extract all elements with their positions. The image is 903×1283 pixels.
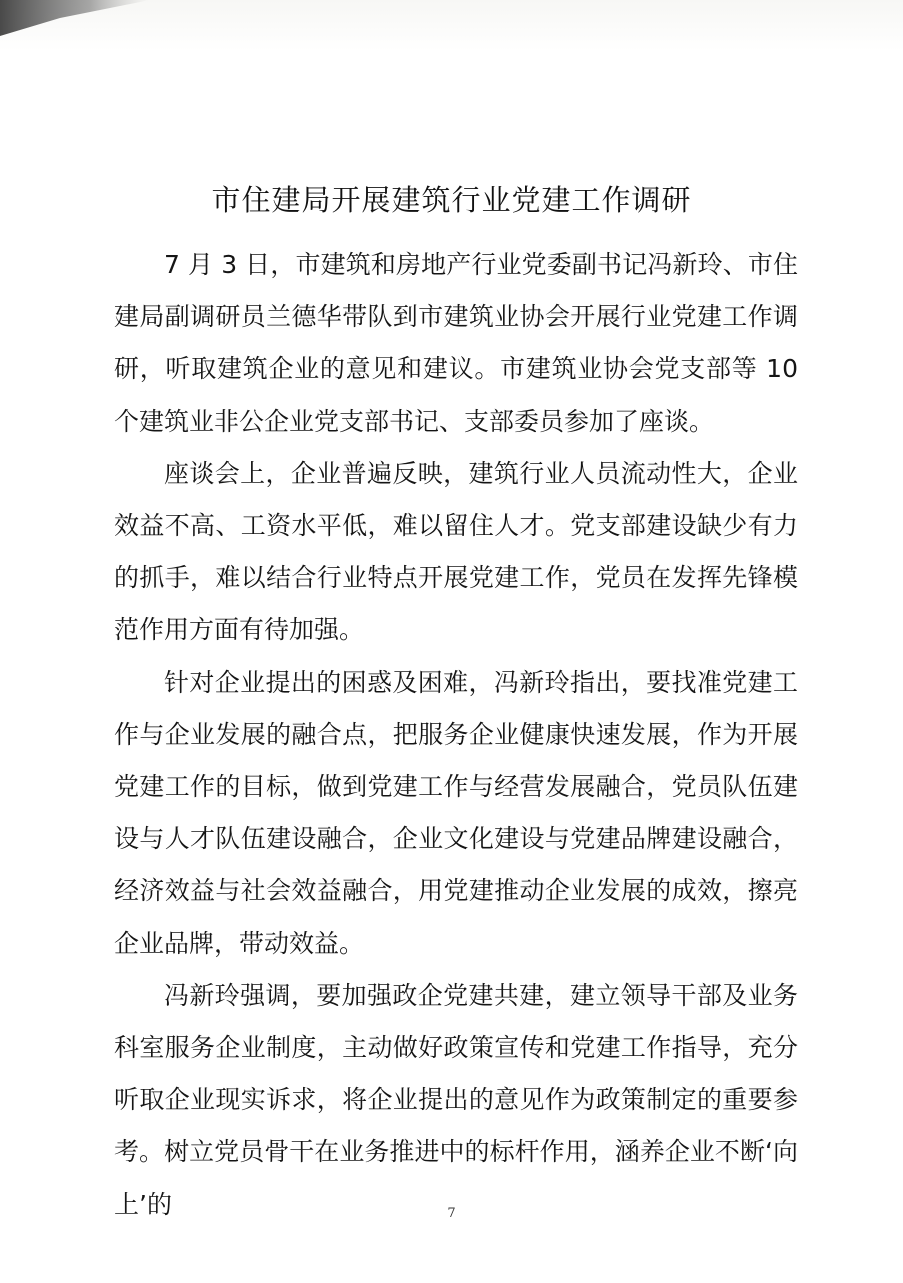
paragraph-4: 冯新玲强调，要加强政企党建共建，建立领导干部及业务科室服务企业制度，主动做好政策宣传和党建工作指导，充分听取企业现实诉求，将企业提出的意见作为政策制定的重要参考。树立党员骨干在业务推进中的标杆作用，涵养企业不断‘向上’的 [114,980,798,1219]
page-number: 7 [447,1206,456,1221]
scan-edge-shadow [0,0,150,40]
paragraph-3: 针对企业提出的困惑及困难，冯新玲指出，要找准党建工作与企业发展的融合点，把服务企业健康快速发展，作为开展党建工作的目标，做到党建工作与经营发展融合，党员队伍建设与人才队伍建设融合，企业文化建设与党建品牌建设融合，经济效益与社会效益融合，用党建推动企业发展的成效，擦亮企业品牌，带动效益。 [114,667,798,958]
document-body [114,239,798,1231]
document-title: 市住建局开展建筑行业党建工作调研 [211,183,692,217]
paragraph-2: 座谈会上，企业普遍反映，建筑行业人员流动性大，企业效益不高、工资水平低，难以留住人才。党支部建设缺少有力的抓手，难以结合行业特点开展党建工作，党员在发挥先锋模范作用方面有待加强。 [114,458,798,645]
paragraph-1: 7 月 3 日，市建筑和房地产行业党委副书记冯新玲、市住建局副调研员兰德华带队到市建筑业协会开展行业党建工作调研，听取建筑企业的意见和建议。市建筑业协会党支部等 10 个建筑业非公企业党支部书记、支部委员参加了座谈。 [114,250,798,436]
